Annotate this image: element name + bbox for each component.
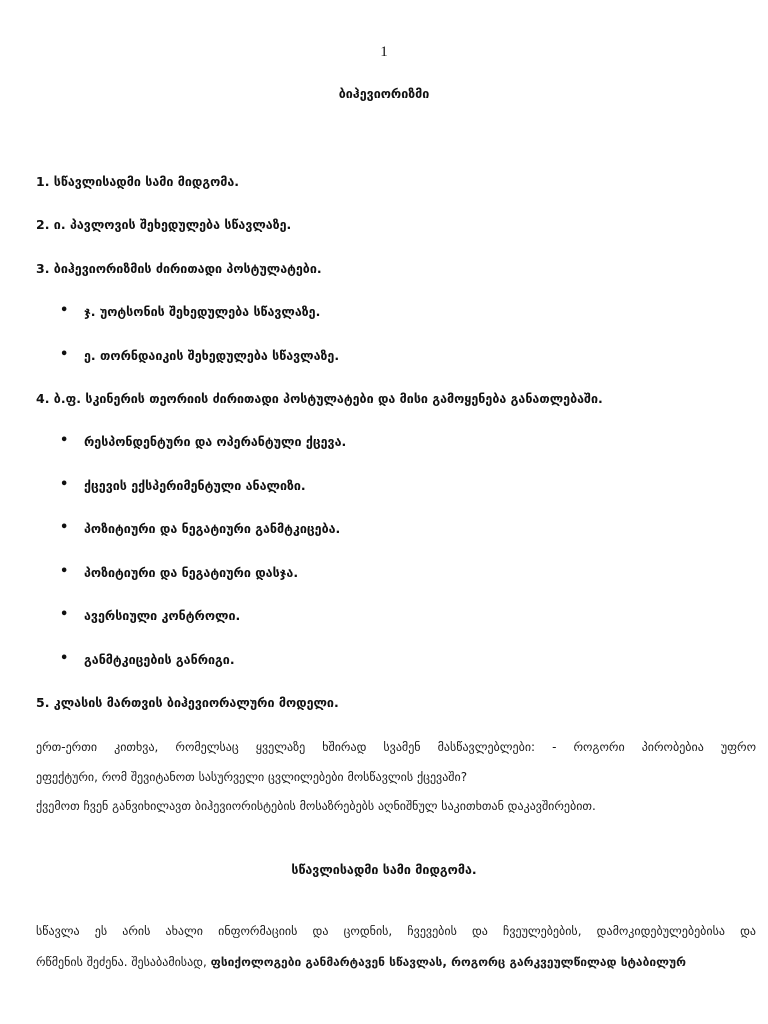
outline-item-1: 1. სწავლისადმი სამი მიდგომა.	[36, 174, 240, 189]
section-line-2-normal: რწმენის შეძენა. შესაბამისად,	[36, 955, 211, 969]
section-line-1: სწავლა ეს არის ახალი ინფორმაციის და ცოდნის, ჩვევების და ჩვეულებების, დამოკიდებულებებისა და	[36, 924, 756, 938]
outline-subitem-thorndike: ე. თორნდაიკის შეხედულება სწავლაზე.	[84, 348, 340, 363]
bullet-icon: •	[60, 347, 69, 362]
outline-subitem-punishment: პოზიტიური და ნეგატიური დასჯა.	[84, 565, 299, 580]
outline-subitem-reinforcement: პოზიტიური და ნეგატიური განმტკიცება.	[84, 521, 341, 536]
intro-line-2: ეფექტური, რომ შევიტანოთ სასურველი ცვლილებები მოსწავლის ქცევაში?	[36, 770, 468, 784]
bullet-icon: •	[60, 651, 69, 666]
bullet-icon: •	[60, 303, 69, 318]
outline-subitem-schedule: განმტკიცების განრიგი.	[84, 652, 235, 667]
outline-item-4: 4. ბ.ფ. სკინერის თეორიის ძირითადი პოსტულატები და მისი გამოყენება განათლებაში.	[36, 391, 603, 406]
bullet-icon: •	[60, 520, 69, 535]
intro-line-1: ერთ-ერთი კითხვა, რომელსაც ყველაზე ხშირად სვამენ მასწავლებლები: - როგორი პირობებია უფრო	[36, 740, 756, 754]
outline-subitem-analysis: ქცევის ექსპერიმენტული ანალიზი.	[84, 478, 306, 493]
outline-subitem-respondent: რესპონდენტური და ოპერანტული ქცევა.	[84, 434, 347, 449]
section-heading: სწავლისადმი სამი მიდგომა.	[291, 862, 477, 877]
outline-subitem-watson: ჯ. უოტსონის შეხედულება სწავლაზე.	[84, 304, 321, 319]
bullet-icon: •	[60, 564, 69, 579]
outline-item-5: 5. კლასის მართვის ბიჰევიორალური მოდელი.	[36, 695, 339, 710]
bullet-icon: •	[60, 607, 69, 622]
page-number: 1	[380, 44, 388, 60]
outline-subitem-aversive: ავერსიული კონტროლი.	[84, 608, 241, 623]
section-line-2	[36, 955, 756, 969]
bullet-icon: •	[60, 433, 69, 448]
bullet-icon: •	[60, 477, 69, 492]
outline-item-2: 2. ი. პავლოვის შეხედულება სწავლაზე.	[36, 217, 292, 232]
page-title: ბიჰევიორიზმი	[338, 86, 430, 101]
intro-line-3: ქვემოთ ჩვენ განვიხილავთ ბიჰევიორისტების მოსაზრებებს აღნიშნულ საკითხთან დაკავშირებით.	[36, 799, 596, 813]
section-line-2-bold: ფსიქოლოგები განმარტავენ სწავლას, როგორც გარკვეულწილად სტაბილურ	[210, 955, 686, 969]
outline-item-3: 3. ბიჰევიორიზმის ძირითადი პოსტულატები.	[36, 261, 322, 276]
